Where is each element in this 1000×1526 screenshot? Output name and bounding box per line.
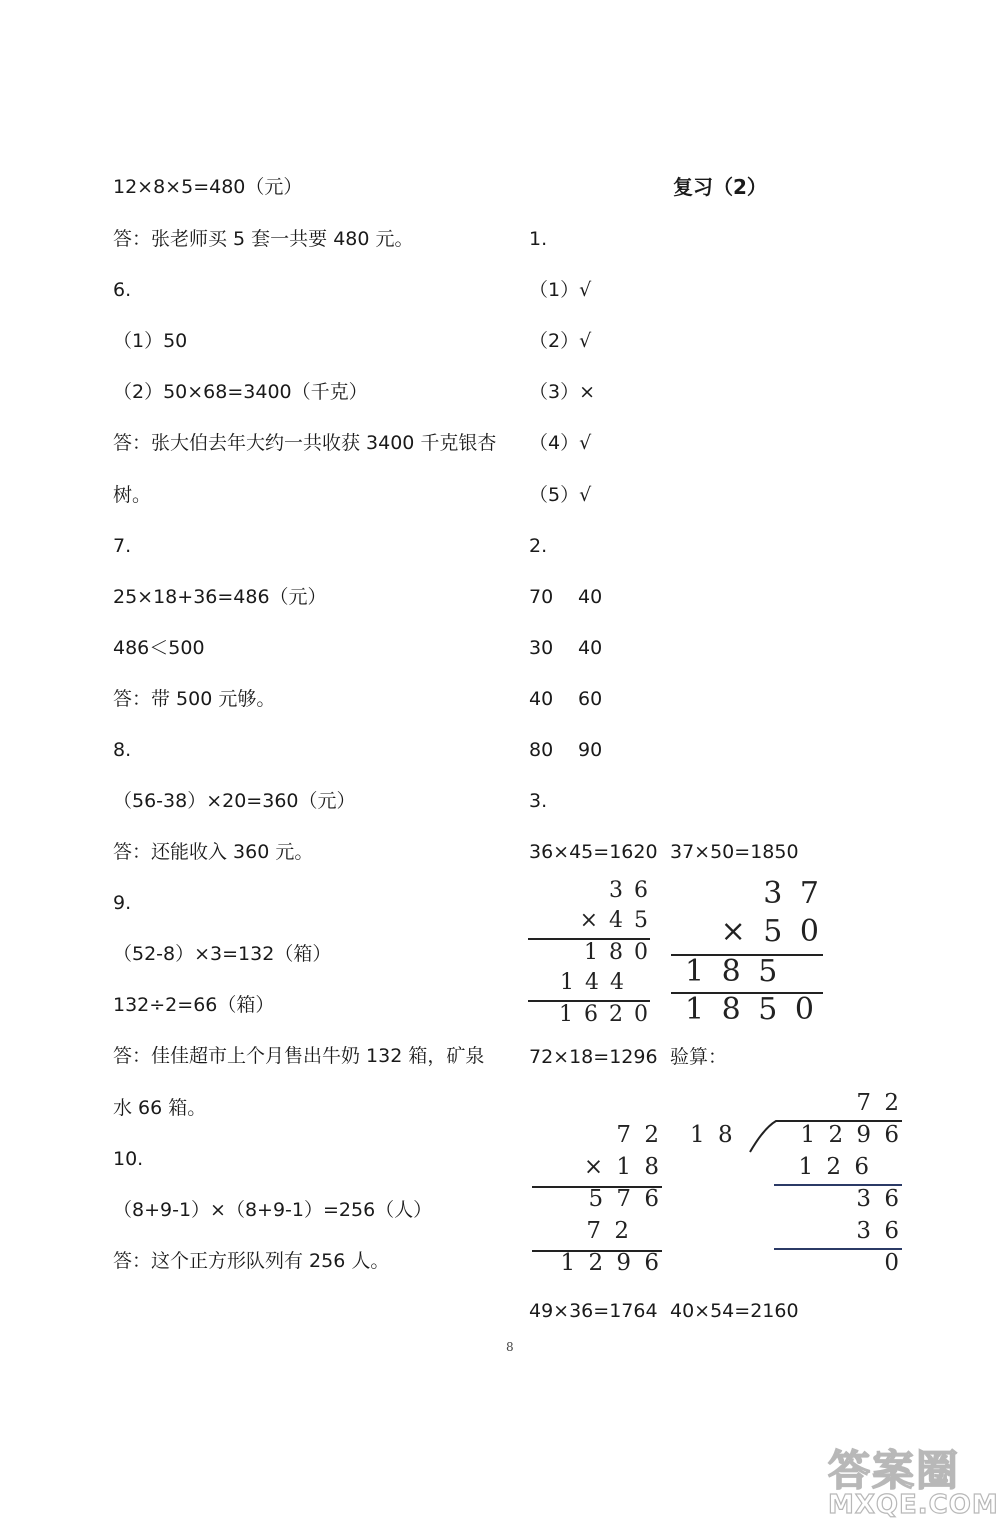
q1-item-2: （2）√ (529, 330, 592, 352)
q2-row-2-a: 30 (529, 637, 554, 659)
calc-row: 1 2 9 6 (560, 1250, 662, 1276)
equation-72x18: 72×18=1296 (529, 1046, 658, 1068)
equation-37x50: 37×50=1850 (670, 841, 799, 863)
division-step-3: 3 6 (856, 1218, 902, 1244)
q2-row-2-b: 40 (578, 637, 603, 659)
calc-row: 1 8 0 (584, 940, 650, 965)
calc-row: 3 7 (763, 876, 823, 911)
division-step-1: 1 2 6 (798, 1154, 872, 1180)
question-1-label: 1. (529, 228, 548, 250)
left-line-14: 答：还能收入 360 元。 (113, 841, 314, 863)
left-line-21: （8+9-1）×（8+9-1）=256（人） (113, 1199, 433, 1221)
calc-row: 5 7 6 (588, 1186, 662, 1212)
division-remainder: 0 (884, 1250, 899, 1276)
q2-row-1-a: 70 (529, 586, 554, 608)
left-line-17: 132÷2=66（箱） (113, 994, 275, 1016)
vertical-calc-72x18 (532, 1122, 662, 1282)
left-line-19: 水 66 箱。 (113, 1097, 207, 1119)
calc-row: 1 4 4 (560, 970, 626, 995)
calc-row: 1 8 5 (685, 954, 782, 989)
equation-49x36: 49×36=1764 (529, 1300, 658, 1322)
watermark-url: MXQE.COM (828, 1490, 999, 1520)
q1-item-4: （4）√ (529, 432, 592, 454)
left-line-20: 10. (113, 1148, 144, 1170)
calc-row: 1 8 5 0 (685, 992, 818, 1027)
long-division-1296-by-18 (690, 1090, 902, 1280)
left-line-1: 12×8×5=480（元） (113, 176, 303, 198)
left-line-6: 答：张大伯去年大约一共收获 3400 千克银杏 (113, 432, 497, 454)
left-line-3: 6. (113, 279, 132, 301)
question-3-label: 3. (529, 790, 548, 812)
left-line-9: 25×18+36=486（元） (113, 586, 327, 608)
calc-line (774, 1248, 902, 1250)
vertical-calc-37x50 (671, 876, 823, 1028)
section-title: 复习（2） (673, 175, 767, 199)
division-step-2: 3 6 (856, 1186, 902, 1212)
q1-item-1: （1）√ (529, 279, 592, 301)
calc-row: × 1 8 (583, 1154, 662, 1180)
vertical-calc-36x45 (528, 878, 650, 1030)
q2-row-1-b: 40 (578, 586, 603, 608)
watermark-brand: 答案圈 (828, 1446, 961, 1495)
left-line-8: 7. (113, 535, 132, 557)
left-line-22: 答：这个正方形队列有 256 人。 (113, 1250, 390, 1272)
calc-row: × 4 5 (579, 908, 650, 933)
page-number: 8 (506, 1340, 514, 1354)
division-divisor: 1 8 (690, 1122, 736, 1148)
equation-40x54: 40×54=2160 (670, 1300, 799, 1322)
division-quotient: 7 2 (856, 1090, 902, 1116)
question-2-label: 2. (529, 535, 548, 557)
left-line-16: （52-8）×3=132（箱） (113, 943, 332, 965)
q2-row-4-b: 90 (578, 739, 603, 761)
left-line-13: （56-38）×20=360（元） (113, 790, 356, 812)
watermark-logo (820, 1438, 999, 1520)
calc-row: × 5 0 (720, 914, 823, 949)
left-line-10: 486＜500 (113, 637, 205, 659)
calc-row: 3 6 (609, 878, 650, 903)
q2-row-3-a: 40 (529, 688, 554, 710)
left-line-15: 9. (113, 892, 132, 914)
left-line-2: 答：张老师买 5 套一共要 480 元。 (113, 228, 414, 250)
left-line-18: 答：佳佳超市上个月售出牛奶 132 箱，矿泉 (113, 1045, 485, 1067)
left-line-4: （1）50 (113, 330, 188, 352)
q1-item-3: （3）× (529, 381, 596, 403)
left-line-5: （2）50×68=3400（千克） (113, 381, 368, 403)
calc-row: 7 2 (616, 1122, 662, 1148)
division-dividend: 1 2 9 6 (800, 1122, 902, 1148)
q2-row-3-b: 60 (578, 688, 603, 710)
calc-row: 1 6 2 0 (559, 1002, 650, 1027)
q2-row-4-a: 80 (529, 739, 554, 761)
q1-item-5: （5）√ (529, 484, 592, 506)
left-line-11: 答：带 500 元够。 (113, 688, 276, 710)
left-line-7: 树。 (113, 484, 152, 506)
check-label: 验算： (670, 1046, 728, 1068)
equation-36x45: 36×45=1620 (529, 841, 658, 863)
left-line-12: 8. (113, 739, 132, 761)
calc-row: 7 2 (586, 1218, 632, 1244)
